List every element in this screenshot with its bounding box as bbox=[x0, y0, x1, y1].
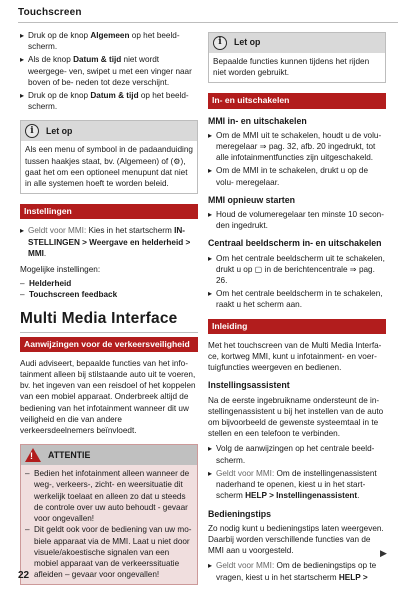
safety-text: Audi adviseert, bepaalde functies van het info- tainment alleen bij stilstaande auto uit te voeren, bv. het ingeven van een reisdoel of het koppelen van een mobiel apparaat. Onderbreek altijd de bediening van het infotainment wanneer dit uw veiligheid en die van andere verkeersdeelnemers beïnvloedt. bbox=[20, 358, 196, 436]
note-text: Als een menu of symbool in de padaanduiding tussen haakjes staat, bv. (Algemeen) of (⚙), gaat het om een optioneel menupunt dat niet in alle systemen hoeft te worden beleid. bbox=[25, 145, 193, 189]
list-item: – Helderheid bbox=[20, 278, 198, 289]
intro-steps bbox=[20, 30, 198, 112]
restart-steps bbox=[208, 209, 386, 231]
section-bar-safety: Aanwijzingen voor de verkeersveiligheid bbox=[20, 337, 198, 352]
list-item: ▸ Geldt voor MMI: Om de instellingenassistent naderhand te openen, kiest u in het start- scherm HELP > Instellingenassistent. bbox=[208, 468, 386, 502]
setup-text: Na de eerste ingebruikname ondersteunt de in- stellingenassistent u bij het instellen van de auto om bijvoorbeeld de gewenste systeemtaal in te stellen en een telefoon te verbinden. bbox=[208, 395, 384, 439]
mmi-onoff-heading: MMI in- en uitschakelen bbox=[208, 115, 307, 126]
header-rule bbox=[18, 22, 398, 23]
setup-heading: Instellingsassistent bbox=[208, 380, 290, 391]
list-item: ▸ Volg de aanwijzingen op het centrale beeld- scherm. bbox=[208, 443, 386, 465]
list-item: ▸ Geldt voor MMI: Kies in het startscherm IN- STELLINGEN > Weergave en helderheid > MMI. bbox=[20, 225, 198, 259]
continue-arrow-icon: ▶ bbox=[380, 548, 387, 558]
possible-settings-list bbox=[20, 278, 198, 300]
list-item: ▸ Om de MMI in te schakelen, drukt u op de volu- meregelaar. bbox=[208, 165, 386, 187]
note-text: Bepaalde functies kunnen tijdens het rijden niet worden gebruikt. bbox=[213, 57, 370, 78]
section-title: Multi Media Interface bbox=[20, 309, 198, 333]
list-item: – Bedien het infotainment alleen wanneer de weg-, verkeers-, zicht- en weersituatie dit werkelijk toelaat en alleen zo dat u steeds de controle over uw auto behoudt - gevaar voor ongevallen! bbox=[25, 468, 193, 524]
list-item: ▸ Om het centrale beeldscherm in te schakelen, raakt u het scherm aan. bbox=[208, 288, 386, 310]
mmi-onoff-steps bbox=[208, 130, 386, 188]
right-column bbox=[208, 30, 386, 585]
tips-steps bbox=[208, 560, 386, 582]
settings-steps bbox=[20, 225, 198, 259]
central-screen-steps bbox=[208, 253, 386, 311]
info-icon: i bbox=[25, 124, 39, 138]
intro-text: Met het touchscreen van de Multi Media Interfa- ce, kortweg MMI, kunt u infotainment- en voer- tuigfuncties weergeven en bedienen. bbox=[208, 340, 382, 373]
list-item: ▸ Om de MMI uit te schakelen, houdt u de volu- meregelaar ⇒ pag. 32, afb. 20 ingedrukt, tot alle infotainmentfuncties zijn uitgeschakeld. bbox=[208, 130, 386, 164]
list-item: ▸ Geldt voor MMI: Om de bedieningstips op te vragen, kiest u in het startscherm HELP > bbox=[208, 560, 386, 582]
section-bar-onoff: In- en uitschakelen bbox=[208, 93, 386, 108]
list-item: – Touchscreen feedback bbox=[20, 289, 198, 300]
page-header: Touchscreen bbox=[18, 7, 82, 18]
central-screen-heading: Centraal beeldscherm in- en uitschakelen bbox=[208, 238, 382, 249]
tips-heading: Bedieningstips bbox=[208, 508, 272, 519]
warning-list bbox=[21, 465, 197, 584]
tips-text: Zo nodig kunt u bedieningstips laten weergeven. Daarbij worden verschillende functies van de MMI aan u voorgesteld. bbox=[208, 523, 384, 556]
warning-heading: ! ATTENTIE bbox=[21, 445, 197, 465]
list-item: – Dit geldt ook voor de bediening van uw mo- biele apparaat via de MMI. Laat u niet door visuele/akoestische signalen van een mobiel apparaat van de verkeerssituatie afleiden – gevaar voor ongevallen! bbox=[25, 524, 193, 580]
list-item: ▸ Om het centrale beeldscherm uit te schakelen, drukt u op ▢ in de berichtencentrale ⇒ pag. 26. bbox=[208, 253, 386, 287]
note-box bbox=[208, 32, 386, 83]
warning-box bbox=[20, 444, 198, 585]
page-number: 22 bbox=[18, 570, 30, 581]
note-box bbox=[20, 120, 198, 194]
list-item: ▸ Druk op de knop Datum & tijd op het beeld- scherm. bbox=[20, 90, 198, 112]
possible-settings-label: Mogelijke instellingen: bbox=[20, 265, 101, 275]
list-item: ▸ Als de knop Datum & tijd niet wordt weergege- ven, swipet u met een vinger naar boven of be- neden tot deze verschijnt. bbox=[20, 54, 198, 88]
section-bar-settings: Instellingen bbox=[20, 204, 198, 219]
note-heading: i Let op bbox=[209, 33, 385, 53]
list-item: ▸ Houd de volumeregelaar ten minste 10 secon- den ingedrukt. bbox=[208, 209, 386, 231]
list-item: ▸ Druk op de knop Algemeen op het beeld- scherm. bbox=[20, 30, 198, 52]
note-heading: i Let op bbox=[21, 121, 197, 141]
setup-steps bbox=[208, 443, 386, 501]
restart-heading: MMI opnieuw starten bbox=[208, 194, 295, 205]
warning-triangle-icon: ! bbox=[25, 448, 41, 462]
left-column bbox=[20, 30, 198, 585]
section-bar-intro: Inleiding bbox=[208, 319, 386, 334]
info-icon: i bbox=[213, 36, 227, 50]
